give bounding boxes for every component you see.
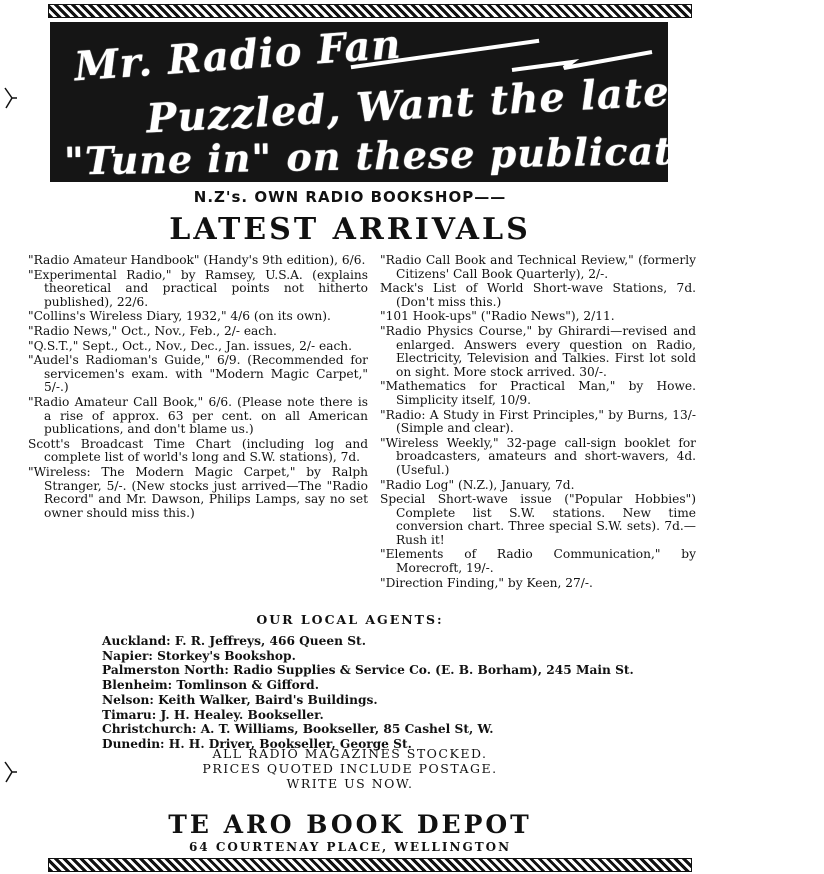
list-item: "Radio Log" (N.Z.), January, 7d. bbox=[380, 477, 575, 492]
depot-name: TE ARO BOOK DEPOT bbox=[168, 810, 532, 839]
list-item: "Wireless: The Modern Magic Carpet," by Ralph Stranger, 5/-. (New stocks just arrived—The "Radio Record" and Mr. Dawson, Philips Lamps, say no set owner should miss this.) bbox=[28, 464, 368, 520]
list-item: "Radio Physics Course," by Ghirardi—revised and enlarged. Answers every question on Radio, Electricity, Television and Talkies. First lot sold on sight. More stock arrived. 30/-. bbox=[380, 323, 696, 379]
agent-item: Auckland: F. R. Jeffreys, 466 Queen St. bbox=[102, 634, 366, 648]
note-line: ALL RADIO MAGAZINES STOCKED. bbox=[212, 746, 488, 761]
headline: LATEST ARRIVALS bbox=[169, 212, 531, 247]
list-item: Scott's Broadcast Time Chart (including log and complete list of world's long and S.W. stations), 7d. bbox=[28, 436, 368, 465]
registration-mark-icon bbox=[4, 760, 18, 784]
bookshop-subhead: N.Z's. OWN RADIO BOOKSHOP—— bbox=[193, 188, 507, 206]
list-item: "101 Hook-ups" ("Radio News"), 2/11. bbox=[380, 309, 615, 324]
list-item: "Radio: A Study in First Principles," by Burns, 13/- (Simple and clear). bbox=[380, 407, 696, 436]
agent-item: Napier: Storkey's Bookshop. bbox=[102, 648, 296, 663]
agents-list bbox=[102, 634, 698, 752]
agents-heading: OUR LOCAL AGENTS: bbox=[256, 612, 444, 627]
banner-line-1: Mr. Radio Fan bbox=[72, 20, 403, 91]
top-decorative-border bbox=[48, 4, 692, 18]
agent-item: Timaru: J. H. Healey. Bookseller. bbox=[102, 707, 324, 722]
list-item: "Elements of Radio Communication," by Morecroft, 19/-. bbox=[380, 547, 696, 576]
list-item: "Radio Amateur Handbook" (Handy's 9th edition), 6/6. bbox=[28, 253, 366, 267]
agent-item: Dunedin: H. H. Driver, Bookseller, George St. bbox=[102, 736, 412, 751]
note-line: PRICES QUOTED INCLUDE POSTAGE. bbox=[202, 761, 498, 776]
list-item: Mack's List of World Short-wave Stations, 7d. (Don't miss this.) bbox=[380, 281, 696, 309]
bottom-decorative-border bbox=[48, 858, 692, 872]
agent-item: Palmerston North: Radio Supplies & Service Co. (E. B. Borham), 245 Main St. bbox=[102, 663, 634, 678]
list-item: "Direction Finding," by Keen, 27/-. bbox=[380, 575, 593, 590]
banner bbox=[50, 20, 824, 184]
agent-item: Nelson: Keith Walker, Baird's Buildings. bbox=[102, 692, 378, 707]
left-column bbox=[28, 254, 368, 521]
list-item: "Radio Amateur Call Book," 6/6. (Please note there is a rise of approx. 63 per cent. on all American publications, and don't blame us.) bbox=[28, 394, 368, 437]
list-item: Special Short-wave issue ("Popular Hobbies") Complete list S.W. stations. New time conversion chart. Three special S.W. sets). 7d.—Rush it! bbox=[380, 492, 696, 547]
list-item: "Audel's Radioman's Guide," 6/9. (Recommended for servicemen's exam. with "Modern Magic Carpet," 5/-.) bbox=[28, 353, 368, 395]
list-item: "Radio Call Book and Technical Review," (formerly Citizens' Call Book Quarterly), 2/-. bbox=[380, 253, 696, 281]
list-item: "Collins's Wireless Diary, 1932," 4/6 (on its own). bbox=[28, 309, 331, 324]
banner-line-3: "Tune in" on these publications at bbox=[63, 125, 824, 184]
right-column bbox=[380, 254, 696, 591]
agent-item: Blenheim: Tomlinson & Gifford. bbox=[102, 678, 319, 693]
banner-line-2: Puzzled, Want the latest? bbox=[145, 64, 739, 143]
agent-item: Christchurch: A. T. Williams, Bookseller, 85 Cashel St, W. bbox=[102, 722, 494, 737]
list-item: "Wireless Weekly," 32-page call-sign booklet for broadcasters, amateurs and short-wavers, 4d. (Useful.) bbox=[380, 435, 696, 477]
depot-address: 64 COURTENAY PLACE, WELLINGTON bbox=[188, 840, 512, 854]
list-item: "Mathematics for Practical Man," by Howe. Simplicity itself, 10/9. bbox=[380, 379, 696, 407]
registration-mark-icon bbox=[4, 86, 18, 110]
notes-block bbox=[0, 746, 700, 791]
list-item: "Q.S.T.," Sept., Oct., Nov., Dec., Jan. issues, 2/- each. bbox=[28, 338, 353, 353]
note-line: WRITE US NOW. bbox=[286, 776, 414, 791]
list-item: "Radio News," Oct., Nov., Feb., 2/- each. bbox=[28, 323, 277, 338]
list-item: "Experimental Radio," by Ramsey, U.S.A. (explains theoretical and practical points not hitherto published), 22/6. bbox=[28, 267, 368, 309]
